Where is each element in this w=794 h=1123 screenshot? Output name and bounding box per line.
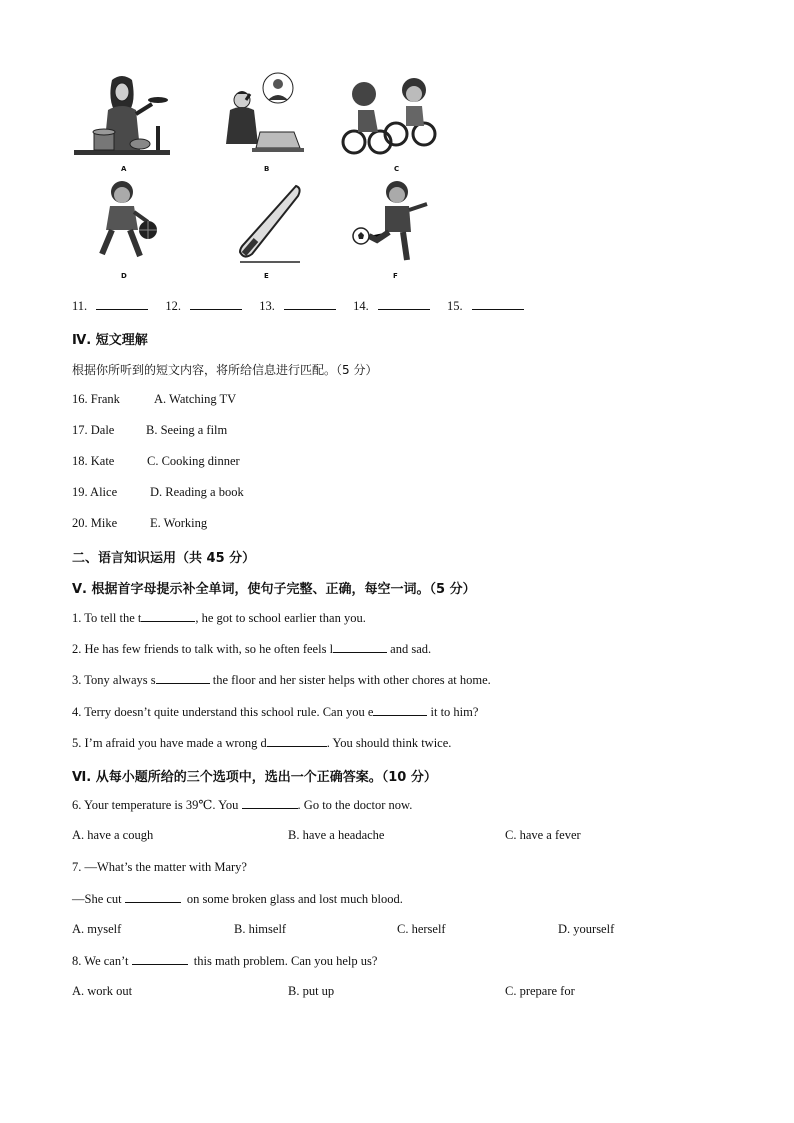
picture-a <box>72 70 172 162</box>
picture-label-a: A <box>121 165 127 173</box>
picture-e <box>220 178 320 270</box>
picture-c <box>340 70 440 162</box>
fill-in-item <box>72 672 491 688</box>
section-6-title: Ⅵ. 从每小题所给的三个选项中，选出一个正确答案。（10 分） <box>72 770 437 785</box>
option-b[interactable]: B. himself <box>234 922 287 936</box>
item-text: 5. I’m afraid you have made a wrong d <box>72 736 267 750</box>
question-text: —She cut <box>72 892 125 906</box>
fill-in-blank-3[interactable] <box>156 672 210 684</box>
fill-in-item <box>72 704 478 720</box>
item-text: it to him? <box>427 705 479 719</box>
picture-label-d: D <box>121 272 127 280</box>
question-8-blank[interactable] <box>132 953 188 965</box>
part-2-title: 二、语言知识运用（共 45 分） <box>72 551 256 566</box>
match-person: 18. Kate <box>72 454 115 468</box>
match-person: 20. Mike <box>72 516 118 530</box>
option-c[interactable]: C. herself <box>397 922 446 936</box>
answer-blank-13[interactable] <box>284 298 336 310</box>
question-8 <box>72 953 377 969</box>
picture-b <box>220 70 320 162</box>
picture-label-b: B <box>264 165 270 173</box>
match-person: 17. Dale <box>72 423 115 437</box>
section-4-instruction: 根据你所听到的短文内容，将所给信息进行匹配。（5 分） <box>72 363 378 377</box>
match-option: A. Watching TV <box>154 392 237 406</box>
item-text: 2. He has few friends to talk with, so he often feels l <box>72 642 334 656</box>
question-text: . Go to the doctor now. <box>297 798 413 812</box>
item-text: . You should think twice. <box>326 736 452 750</box>
option-a[interactable]: A. work out <box>72 984 133 998</box>
man-on-phone-laptop-icon <box>220 70 320 162</box>
picture-d <box>80 178 180 270</box>
option-b[interactable]: B. put up <box>288 984 335 998</box>
question-6-blank[interactable] <box>242 797 298 809</box>
question-7-stem: 7. —What’s the matter with Mary? <box>72 860 247 874</box>
fill-in-blank-1[interactable] <box>141 610 195 622</box>
match-option: C. Cooking dinner <box>147 454 240 468</box>
kids-cycling-icon <box>340 70 440 162</box>
match-option: D. Reading a book <box>150 485 244 499</box>
fill-in-item <box>72 610 366 626</box>
match-row <box>72 516 117 531</box>
match-row <box>72 485 117 500</box>
item-text: and sad. <box>387 642 432 656</box>
section-5-title: Ⅴ. 根据首字母提示补全单词，使句子完整、正确，每空一词。（5 分） <box>72 582 476 597</box>
match-row <box>72 423 114 438</box>
question-text: on some broken glass and lost much blood. <box>183 892 403 906</box>
picture-label-c: C <box>394 165 400 173</box>
fill-in-blank-2[interactable] <box>333 641 387 653</box>
fill-in-item <box>72 735 451 751</box>
answer-blank-15[interactable] <box>472 298 524 310</box>
section-4-title: Ⅳ. 短文理解 <box>72 333 148 348</box>
fill-in-item <box>72 641 431 657</box>
boy-soccer-icon <box>345 178 445 270</box>
answer-number: 12. <box>165 299 182 313</box>
answer-number: 11. <box>72 299 88 313</box>
match-person: 16. Frank <box>72 392 120 406</box>
option-a[interactable]: A. myself <box>72 922 122 936</box>
fill-in-blank-4[interactable] <box>373 704 427 716</box>
question-7-blank[interactable] <box>125 891 181 903</box>
fill-in-blank-5[interactable] <box>267 735 327 747</box>
question-6 <box>72 797 412 813</box>
match-row <box>72 392 120 407</box>
item-text: 3. Tony always s <box>72 673 156 687</box>
picture-answer-row <box>72 298 524 314</box>
match-option: B. Seeing a film <box>146 423 228 437</box>
item-text: the floor and her sister helps with other chores at home. <box>209 673 491 687</box>
item-text: 4. Terry doesn’t quite understand this school rule. Can you e <box>72 705 374 719</box>
match-person: 19. Alice <box>72 485 118 499</box>
question-7 <box>72 891 403 907</box>
answer-blank-11[interactable] <box>96 298 148 310</box>
option-c[interactable]: C. prepare for <box>505 984 575 998</box>
item-text: 1. To tell the t <box>72 611 142 625</box>
option-d[interactable]: D. yourself <box>558 922 615 936</box>
cooking-woman-icon <box>72 70 172 162</box>
answer-number: 14. <box>353 299 369 313</box>
boy-basketball-icon <box>80 178 180 270</box>
answer-blank-14[interactable] <box>378 298 430 310</box>
option-c[interactable]: C. have a fever <box>505 828 581 842</box>
answer-number: 13. <box>259 299 275 313</box>
question-text: this math problem. Can you help us? <box>190 954 378 968</box>
picture-label-e: E <box>264 272 269 280</box>
picture-f <box>345 178 445 270</box>
option-a[interactable]: A. have a cough <box>72 828 154 842</box>
match-row <box>72 454 114 469</box>
answer-number: 15. <box>447 299 463 313</box>
option-b[interactable]: B. have a headache <box>288 828 385 842</box>
item-text: , he got to school earlier than you. <box>195 611 366 625</box>
question-text: 6. Your temperature is 39℃. You <box>72 798 242 812</box>
question-text: 8. We can’t <box>72 954 132 968</box>
answer-blank-12[interactable] <box>190 298 242 310</box>
knife-icon <box>220 178 320 270</box>
match-option: E. Working <box>150 516 208 530</box>
picture-label-f: F <box>393 272 398 280</box>
